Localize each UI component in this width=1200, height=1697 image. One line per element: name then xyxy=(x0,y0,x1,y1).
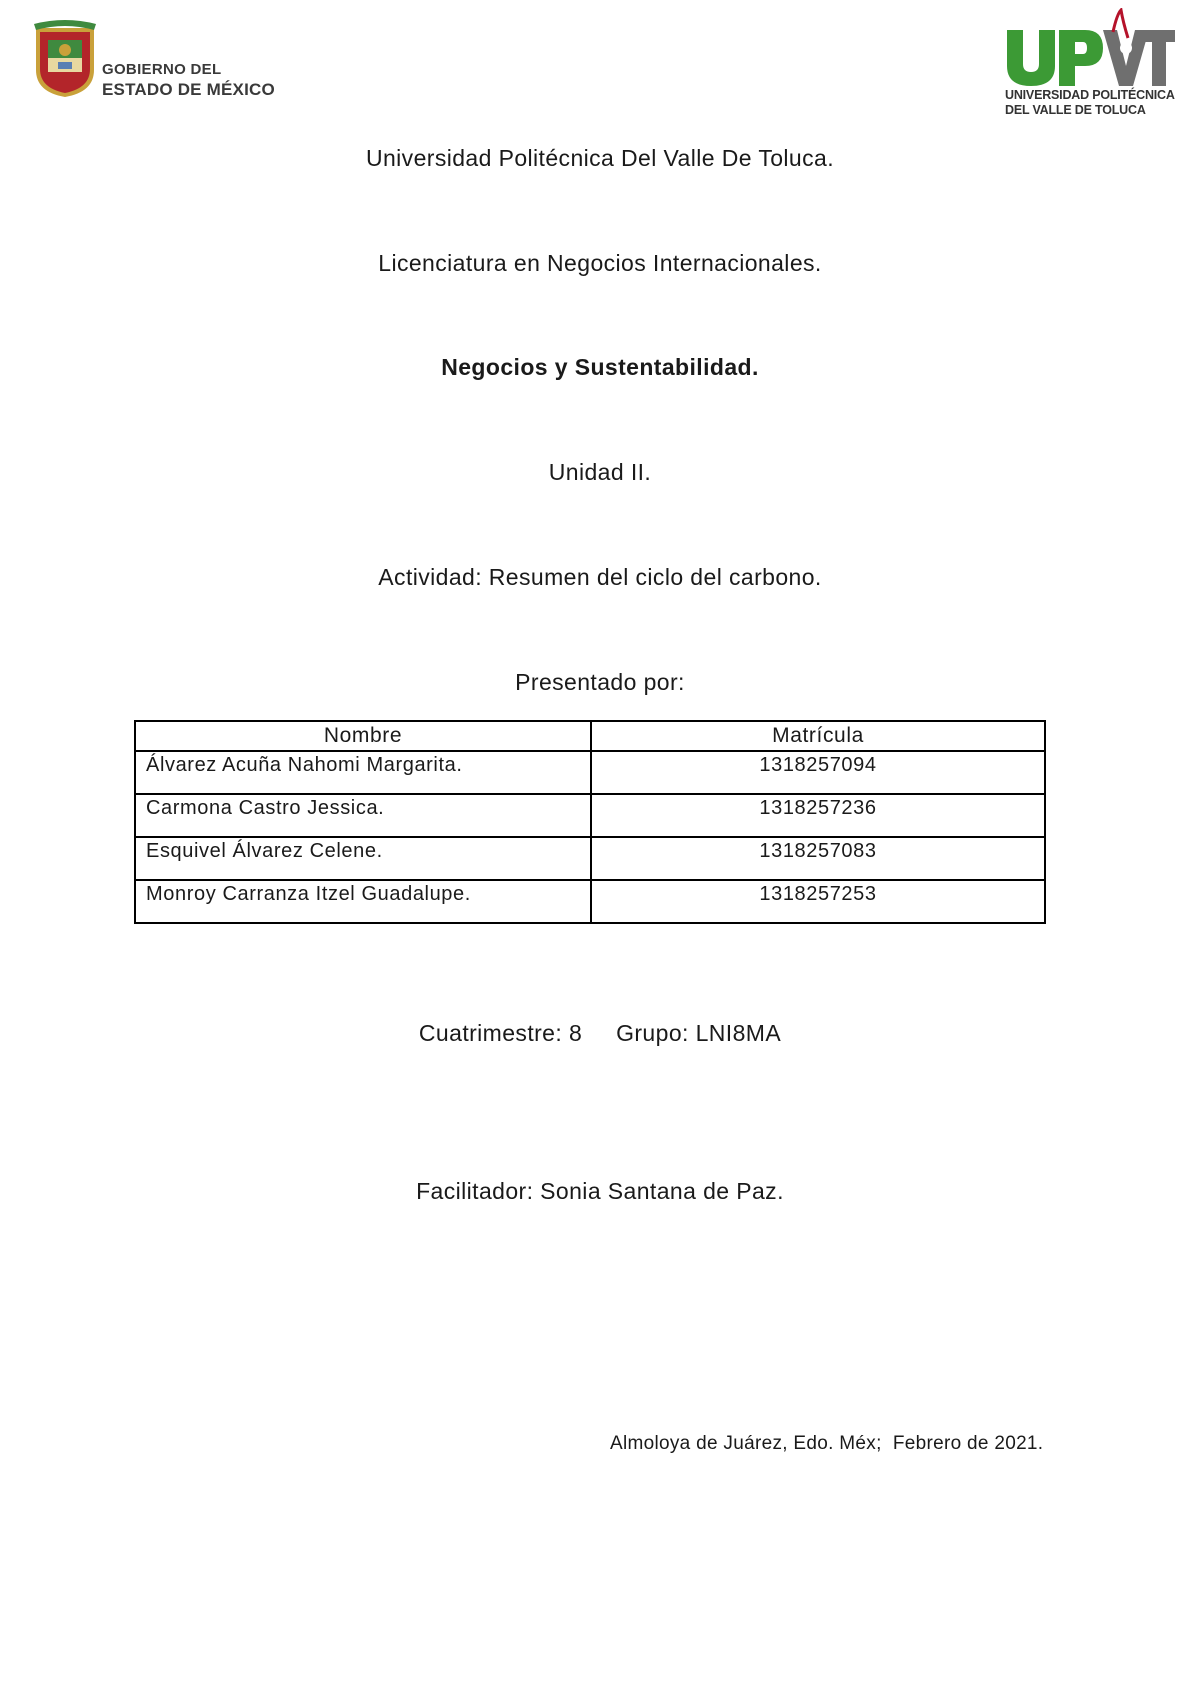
student-name: Carmona Castro Jessica. xyxy=(135,794,591,837)
place-and-date: Almoloya de Juárez, Edo. Méx; Febrero de 2021. xyxy=(610,1433,1044,1454)
upvt-logo-line2: DEL VALLE DE TOLUCA xyxy=(1005,103,1146,117)
activity-title: Actividad: Resumen del ciclo del carbono. xyxy=(378,564,822,590)
table-row xyxy=(135,837,1045,880)
column-header-id: Matrícula xyxy=(591,721,1045,751)
student-id: 1318257236 xyxy=(591,794,1045,837)
table-row xyxy=(135,794,1045,837)
upvt-logo xyxy=(1005,8,1175,120)
student-name: Álvarez Acuña Nahomi Margarita. xyxy=(135,751,591,794)
student-id: 1318257094 xyxy=(591,751,1045,794)
upvt-mark-text: UPVT xyxy=(1005,8,1008,9)
gobierno-estado-mexico-logo xyxy=(30,20,290,100)
table-row xyxy=(135,751,1045,794)
column-header-name: Nombre xyxy=(135,721,591,751)
presented-by-label: Presentado por: xyxy=(515,669,685,695)
student-id: 1318257253 xyxy=(591,880,1045,923)
table-header-row xyxy=(135,721,1045,751)
upvt-logo-line1: UNIVERSIDAD POLITÉCNICA xyxy=(1005,88,1175,102)
table-row xyxy=(135,880,1045,923)
upvt-logo-text xyxy=(1005,88,1180,118)
gobierno-logo-line2: ESTADO DE MÉXICO xyxy=(102,80,275,99)
gobierno-logo-text xyxy=(102,60,275,100)
upvt-logo-mark xyxy=(1005,8,1175,88)
university-name: Universidad Politécnica Del Valle De Toluca. xyxy=(365,145,835,171)
student-name: Monroy Carranza Itzel Guadalupe. xyxy=(135,880,591,923)
course-title: Negocios y Sustentabilidad. xyxy=(441,354,759,380)
student-name: Esquivel Álvarez Celene. xyxy=(135,837,591,880)
term-and-group: Cuatrimestre: 8 Grupo: LNI8MA xyxy=(418,1020,782,1046)
student-id: 1318257083 xyxy=(591,837,1045,880)
students-table xyxy=(134,720,1046,924)
gobierno-logo-line1: GOBIERNO DEL xyxy=(102,61,222,78)
unit-title: Unidad II. xyxy=(548,459,652,485)
facilitator: Facilitador: Sonia Santana de Paz. xyxy=(416,1178,784,1204)
degree-name: Licenciatura en Negocios Internacionales. xyxy=(378,250,822,276)
coat-of-arms-icon xyxy=(30,20,100,98)
